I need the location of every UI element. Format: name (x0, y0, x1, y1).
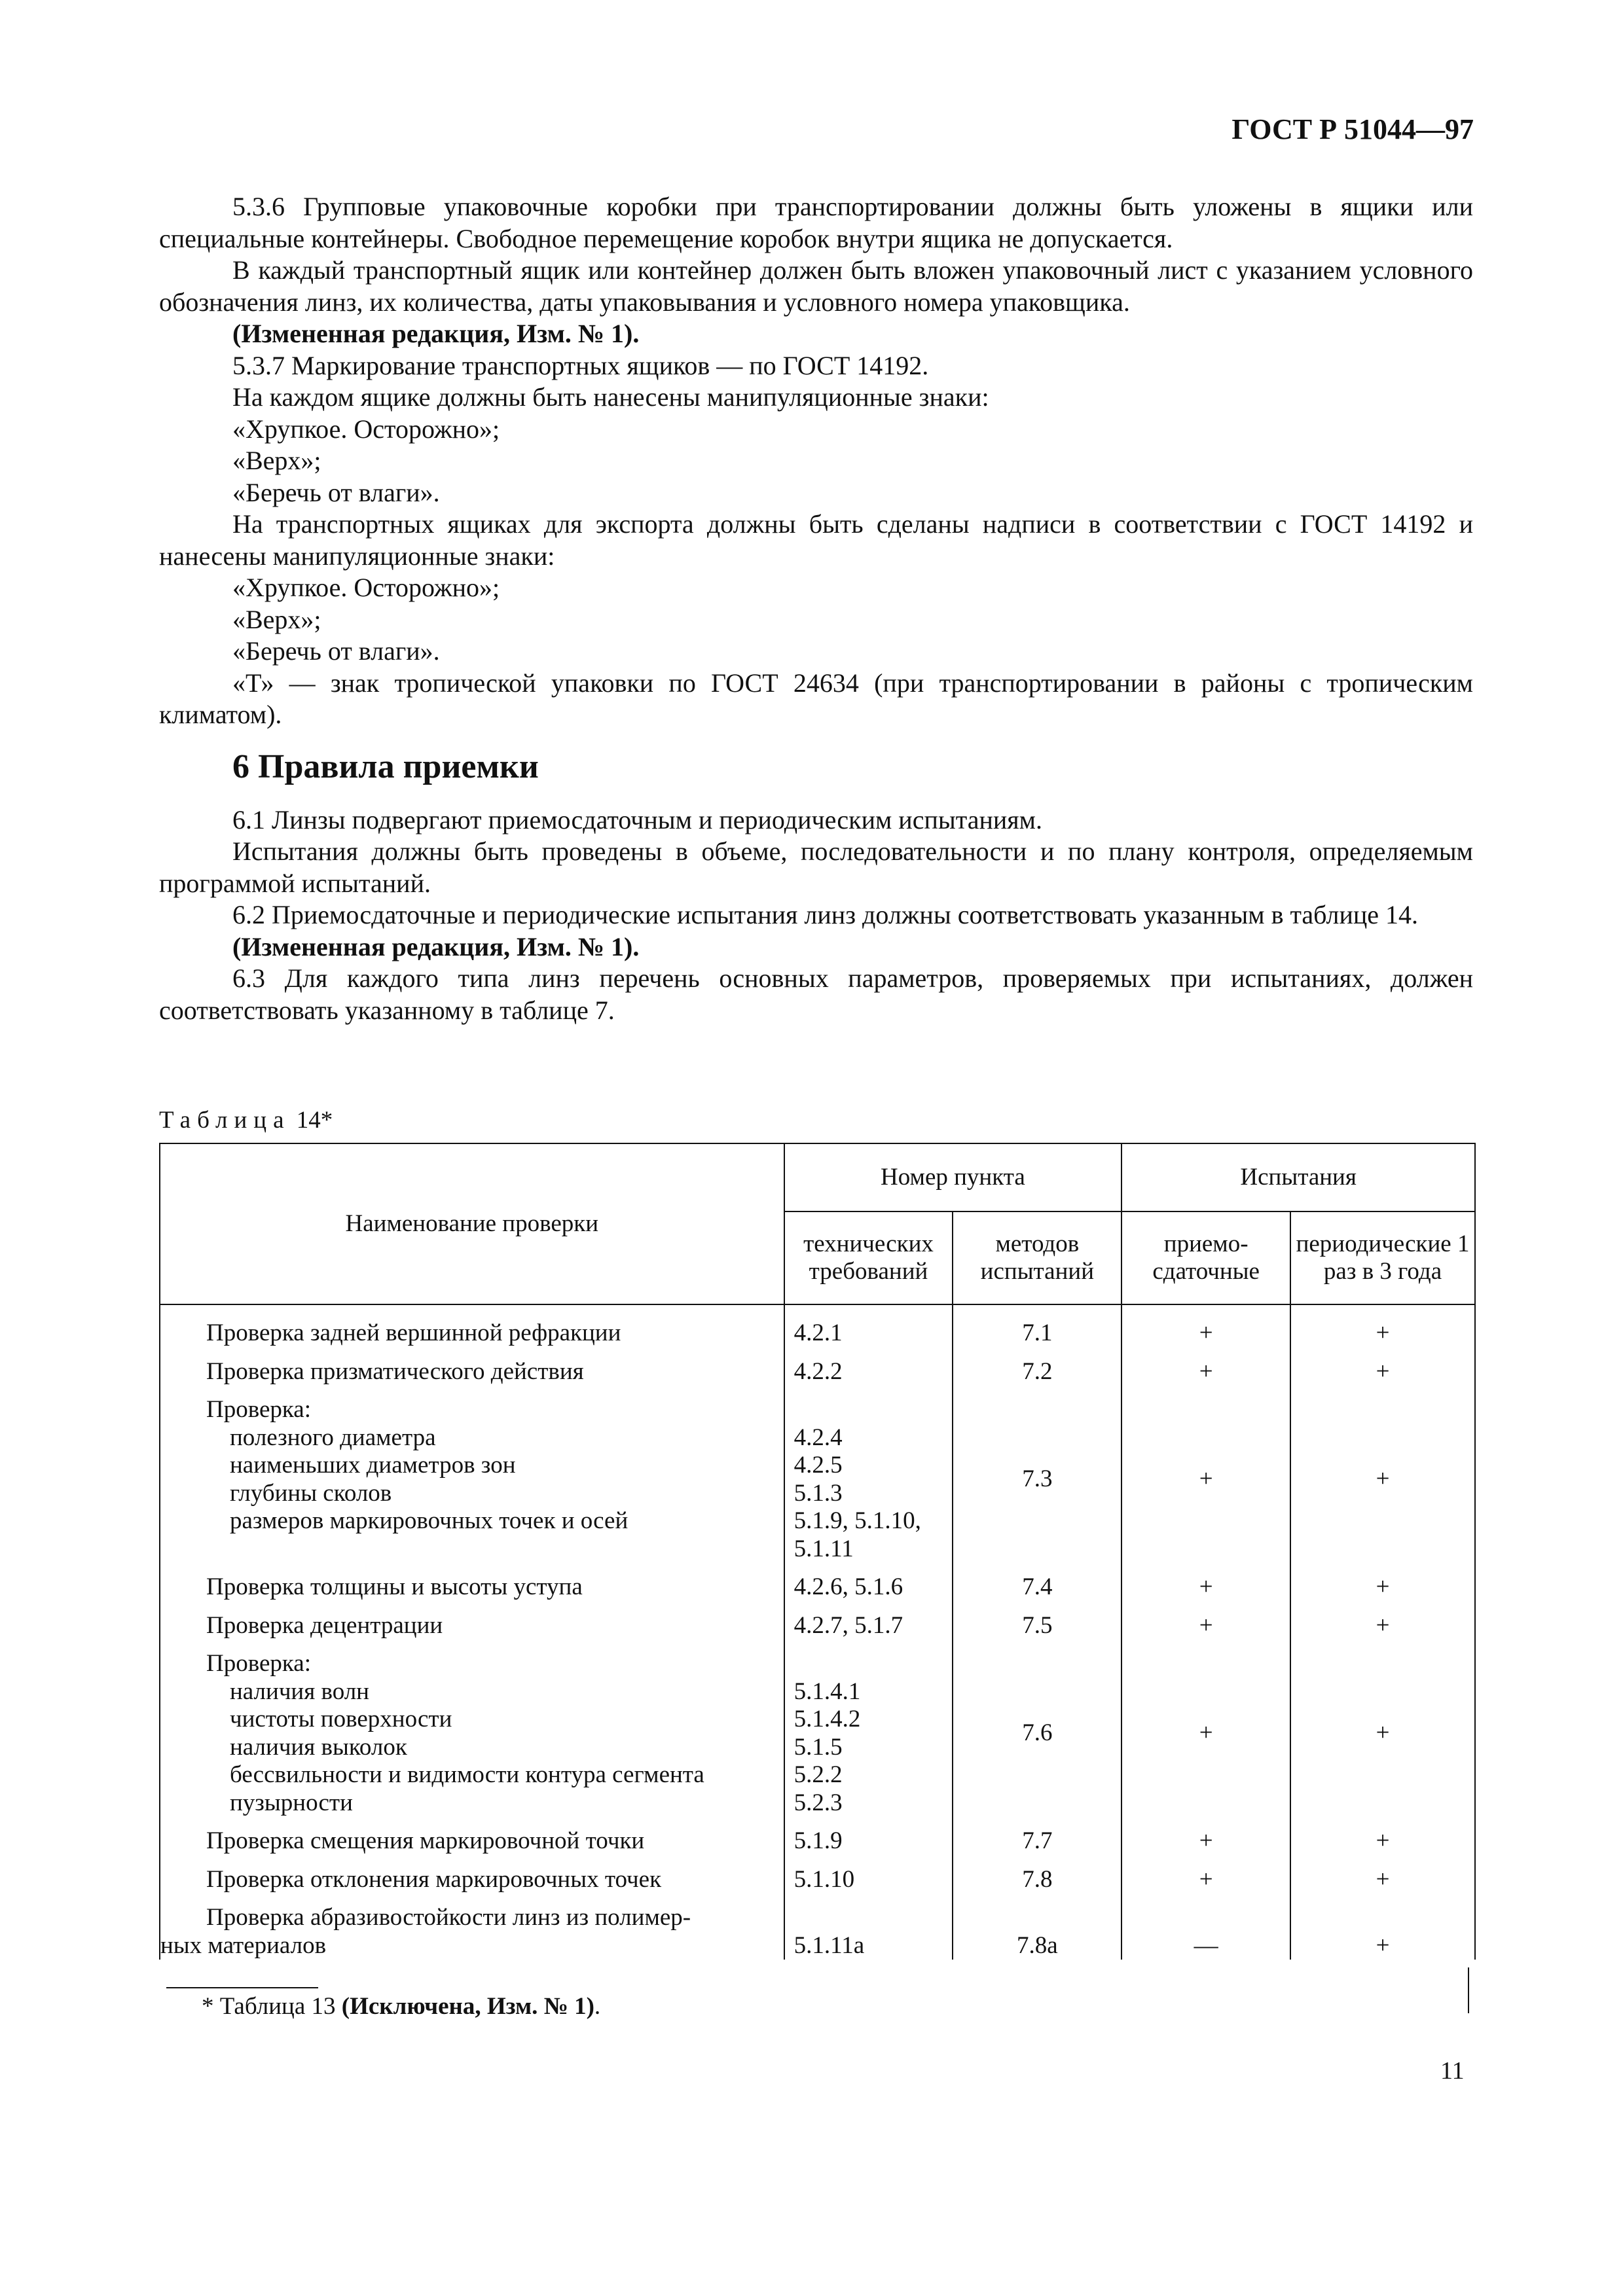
acceptance-cell: + (1122, 1650, 1290, 1817)
paragraph: «Верх»; (232, 604, 321, 634)
body-text (159, 191, 1473, 1026)
table-row (160, 1866, 1475, 1894)
spacer-cell (1122, 1856, 1290, 1866)
acceptance-cell: + (1122, 1866, 1290, 1894)
periodic-cell: + (1290, 1612, 1475, 1640)
header-periodic: периодические 1 раз в 3 года (1290, 1211, 1475, 1304)
spacer-cell (160, 1640, 784, 1650)
periodic-cell: + (1290, 1358, 1475, 1386)
test-method-cell: 7.6 (953, 1650, 1122, 1817)
tech-req-line: 5.1.9 (793, 1827, 843, 1854)
row-spacer (160, 1893, 1475, 1904)
paragraph: 6.2 Приемосдаточные и периодические испытания линз должны соответствовать указанным в таблице 14. (232, 900, 1419, 929)
table-caption (159, 1106, 333, 1134)
test-method-cell: 7.7 (953, 1827, 1122, 1856)
tech-req-cell (784, 1827, 953, 1856)
check-name-line: Проверка толщины и высоты уступа (206, 1573, 583, 1600)
tech-req-line: 4.2.2 (793, 1357, 843, 1385)
acceptance-cell: — (1122, 1904, 1290, 1960)
check-name-cell (160, 1827, 784, 1856)
tech-req-cell (784, 1304, 953, 1348)
row-spacer (160, 1856, 1475, 1866)
spacer-cell (784, 1893, 953, 1904)
table-row (160, 1612, 1475, 1640)
spacer-cell (953, 1640, 1122, 1650)
spacer-cell (160, 1348, 784, 1358)
spacer-cell (160, 1563, 784, 1573)
table-caption-number: 14* (296, 1107, 333, 1134)
header-tests: Испытания (1122, 1143, 1475, 1211)
footnote-rule (166, 1987, 318, 1988)
test-method-cell: 7.4 (953, 1573, 1122, 1602)
check-name-line (206, 1535, 773, 1564)
spacer-cell (953, 1602, 1122, 1612)
header-acceptance: приемо-сдаточные (1122, 1211, 1290, 1304)
periodic-cell: + (1290, 1827, 1475, 1856)
spacer-cell (784, 1563, 953, 1573)
check-name-line: Проверка отклонения маркировочных точек (206, 1865, 662, 1893)
check-name-cell (160, 1612, 784, 1640)
acceptance-cell: + (1122, 1396, 1290, 1563)
check-name-cell (160, 1904, 784, 1960)
test-method-cell: 7.8 (953, 1866, 1122, 1894)
header-tech-req: технических требований (784, 1211, 953, 1304)
tech-req-line: 5.1.4.2 (793, 1706, 861, 1732)
acceptance-cell: + (1122, 1827, 1290, 1856)
check-name-line: бессвильности и видимости контура сегмента (230, 1761, 704, 1788)
paragraph: В каждый транспортный ящик или контейнер должен быть вложен упаковочный лист с указанием условного обозначения линз, их количества, даты упаковывания и условного номера упаковщика. (159, 255, 1473, 317)
row-spacer (160, 1817, 1475, 1827)
periodic-cell: + (1290, 1866, 1475, 1894)
spacer-cell (1290, 1856, 1475, 1866)
tech-req-line: 4.2.1 (793, 1319, 843, 1346)
tech-req-line: 4.2.5 (793, 1452, 843, 1479)
tech-req-cell (784, 1904, 953, 1960)
check-name-line: Проверка: (206, 1396, 312, 1423)
tech-req-line: 5.1.10 (793, 1865, 855, 1893)
periodic-cell: + (1290, 1650, 1475, 1817)
table-row (160, 1304, 1475, 1348)
check-name-line: чистоты поверхности (230, 1706, 452, 1732)
tech-req-cell (784, 1396, 953, 1563)
tech-req-line: 5.1.5 (793, 1733, 843, 1761)
tech-req-line: 5.1.11а (793, 1931, 865, 1959)
check-name-line: Проверка задней вершинной рефракции (206, 1319, 621, 1346)
spacer-cell (1122, 1386, 1290, 1396)
spacer-cell (953, 1856, 1122, 1866)
spacer-cell (1290, 1640, 1475, 1650)
tech-req-line: 4.2.6, 5.1.6 (793, 1573, 903, 1600)
spacer-cell (784, 1348, 953, 1358)
tech-req-cell (784, 1358, 953, 1386)
acceptance-cell: + (1122, 1358, 1290, 1386)
paragraph: Испытания должны быть проведены в объеме, последовательности и по плану контроля, определяемым программой испытаний. (159, 836, 1473, 898)
paragraph: «Верх»; (232, 446, 321, 475)
spacer-cell (1290, 1563, 1475, 1573)
paragraph: 5.3.7 Маркирование транспортных ящиков — по ГОСТ 14192. (232, 350, 929, 380)
spacer-cell (953, 1817, 1122, 1827)
footnote-bold: (Исключена, Изм. № 1) (341, 1993, 594, 2020)
table-row (160, 1396, 1475, 1563)
tech-req-line: 5.1.11 (793, 1535, 854, 1562)
spacer-cell (1122, 1563, 1290, 1573)
paragraph: «Беречь от влаги». (232, 477, 440, 507)
spacer-cell (160, 1817, 784, 1827)
row-spacer (160, 1348, 1475, 1358)
spacer-cell (1290, 1893, 1475, 1904)
check-name-line: Проверка: (206, 1650, 312, 1677)
header-check-name: Наименование проверки (160, 1143, 784, 1304)
check-name-line: глубины сколов (230, 1479, 392, 1507)
spacer-cell (160, 1893, 784, 1904)
document-header: ГОСТ Р 51044—97 (1231, 113, 1474, 145)
checks-table (159, 1143, 1476, 1960)
tech-req-cell (784, 1573, 953, 1602)
tech-req-line: 5.2.3 (793, 1789, 843, 1816)
spacer-cell (953, 1348, 1122, 1358)
spacer-cell (1290, 1386, 1475, 1396)
spacer-cell (1122, 1640, 1290, 1650)
tech-req-line: 5.2.2 (793, 1761, 843, 1788)
check-name-cell (160, 1573, 784, 1602)
header-item-number: Номер пункта (784, 1143, 1122, 1211)
spacer-cell (784, 1640, 953, 1650)
tech-req-line (794, 1396, 947, 1424)
paragraph: (Измененная редакция, Изм. № 1). (232, 931, 640, 961)
check-name-line: Проверка абразивостойкости линз из полимер- (206, 1904, 691, 1931)
footnote-prefix: * Таблица 13 (202, 1993, 342, 2020)
check-name-cell (160, 1866, 784, 1894)
spacer-cell (953, 1893, 1122, 1904)
page-number: 11 (1440, 2057, 1465, 2085)
tech-req-cell (784, 1866, 953, 1894)
check-name-line: Проверка призматического действия (206, 1357, 584, 1385)
table-body (160, 1304, 1475, 1960)
spacer-cell (784, 1817, 953, 1827)
check-name-line: Проверка децентрации (206, 1611, 443, 1639)
spacer-cell (1122, 1817, 1290, 1827)
periodic-cell: + (1290, 1904, 1475, 1960)
paragraph: (Измененная редакция, Изм. № 1). (232, 319, 640, 348)
acceptance-cell: + (1122, 1304, 1290, 1348)
header-test-methods: методов испытаний (953, 1211, 1122, 1304)
paragraph: «Т» — знак тропической упаковки по ГОСТ 24634 (при транспортировании в районы с тропическим климатом). (159, 668, 1473, 729)
table-row (160, 1573, 1475, 1602)
check-name-line: пузырности (230, 1789, 353, 1816)
paragraph: На транспортных ящиках для экспорта должны быть сделаны надписи в соответствии с ГОСТ 14192 и нанесены манипуляционные знаки: (159, 509, 1473, 571)
spacer-cell (1290, 1602, 1475, 1612)
periodic-cell: + (1290, 1396, 1475, 1563)
periodic-cell: + (1290, 1573, 1475, 1602)
spacer-cell (1122, 1602, 1290, 1612)
check-name-cell (160, 1650, 784, 1817)
spacer-cell (160, 1856, 784, 1866)
test-method-cell: 7.3 (953, 1396, 1122, 1563)
table-row (160, 1827, 1475, 1856)
periodic-cell: + (1290, 1304, 1475, 1348)
check-name-line: наименьших диаметров зон (230, 1452, 516, 1479)
section-title: 6 Правила приемки (232, 747, 539, 785)
test-method-cell: 7.2 (953, 1358, 1122, 1386)
acceptance-cell: + (1122, 1573, 1290, 1602)
paragraph: «Хрупкое. Осторожно»; (232, 414, 500, 444)
table-row (160, 1650, 1475, 1817)
tech-req-line: 5.1.3 (793, 1479, 843, 1507)
tech-req-line (794, 1650, 947, 1678)
section-paragraph-list (159, 804, 1473, 1027)
paragraph: «Беречь от влаги». (232, 636, 440, 666)
test-method-cell: 7.1 (953, 1304, 1122, 1348)
spacer-cell (784, 1856, 953, 1866)
spacer-cell (784, 1386, 953, 1396)
paragraph: «Хрупкое. Осторожно»; (232, 573, 500, 602)
spacer-cell (1122, 1893, 1290, 1904)
check-name-line: ных материалов (160, 1931, 327, 1959)
table-row (160, 1904, 1475, 1960)
spacer-cell (953, 1563, 1122, 1573)
spacer-cell (953, 1386, 1122, 1396)
spacer-cell (1122, 1348, 1290, 1358)
row-spacer (160, 1602, 1475, 1612)
paragraph: 5.3.6 Групповые упаковочные коробки при транспортировании должны быть уложены в ящики или специальные контейнеры. Свободное перемещение коробок внутри ящика не допускается. (159, 192, 1473, 253)
spacer-cell (784, 1602, 953, 1612)
table-caption-word: Таблица (159, 1107, 291, 1134)
row-spacer (160, 1640, 1475, 1650)
tech-req-cell (784, 1650, 953, 1817)
table-right-border (1468, 1967, 1469, 2013)
acceptance-cell: + (1122, 1612, 1290, 1640)
tech-req-line: 4.2.4 (793, 1424, 843, 1451)
check-name-cell (160, 1396, 784, 1563)
row-spacer (160, 1386, 1475, 1396)
tech-req-line: 5.1.9, 5.1.10, (793, 1507, 921, 1534)
check-name-cell (160, 1304, 784, 1348)
footnote-suffix: . (594, 1993, 601, 2020)
spacer-cell (160, 1602, 784, 1612)
check-name-line: наличия волн (230, 1677, 369, 1705)
row-spacer (160, 1563, 1475, 1573)
tech-req-line: 5.1.4.1 (793, 1677, 861, 1705)
tech-req-line (794, 1904, 947, 1932)
paragraph: На каждом ящике должны быть нанесены манипуляционные знаки: (232, 382, 989, 412)
check-name-line: наличия выколок (230, 1733, 407, 1761)
paragraph: 6.1 Линзы подвергают приемосдаточным и периодическим испытаниям. (232, 804, 1042, 834)
spacer-cell (1290, 1817, 1475, 1827)
footnote (202, 1992, 600, 2020)
check-name-line: полезного диаметра (230, 1424, 436, 1451)
check-name-cell (160, 1358, 784, 1386)
tech-req-cell (784, 1612, 953, 1640)
tech-req-line: 4.2.7, 5.1.7 (793, 1611, 903, 1639)
spacer-cell (1290, 1348, 1475, 1358)
test-method-cell: 7.8а (953, 1904, 1122, 1960)
spacer-cell (160, 1386, 784, 1396)
check-name-line: размеров маркировочных точек и осей (230, 1507, 629, 1534)
test-method-cell: 7.5 (953, 1612, 1122, 1640)
paragraph: 6.3 Для каждого типа линз перечень основных параметров, проверяемых при испытаниях, должен соответствовать указанному в таблице 7. (159, 963, 1473, 1025)
table-row (160, 1358, 1475, 1386)
paragraph-list (159, 191, 1473, 731)
check-name-line: Проверка смещения маркировочной точки (206, 1827, 645, 1854)
